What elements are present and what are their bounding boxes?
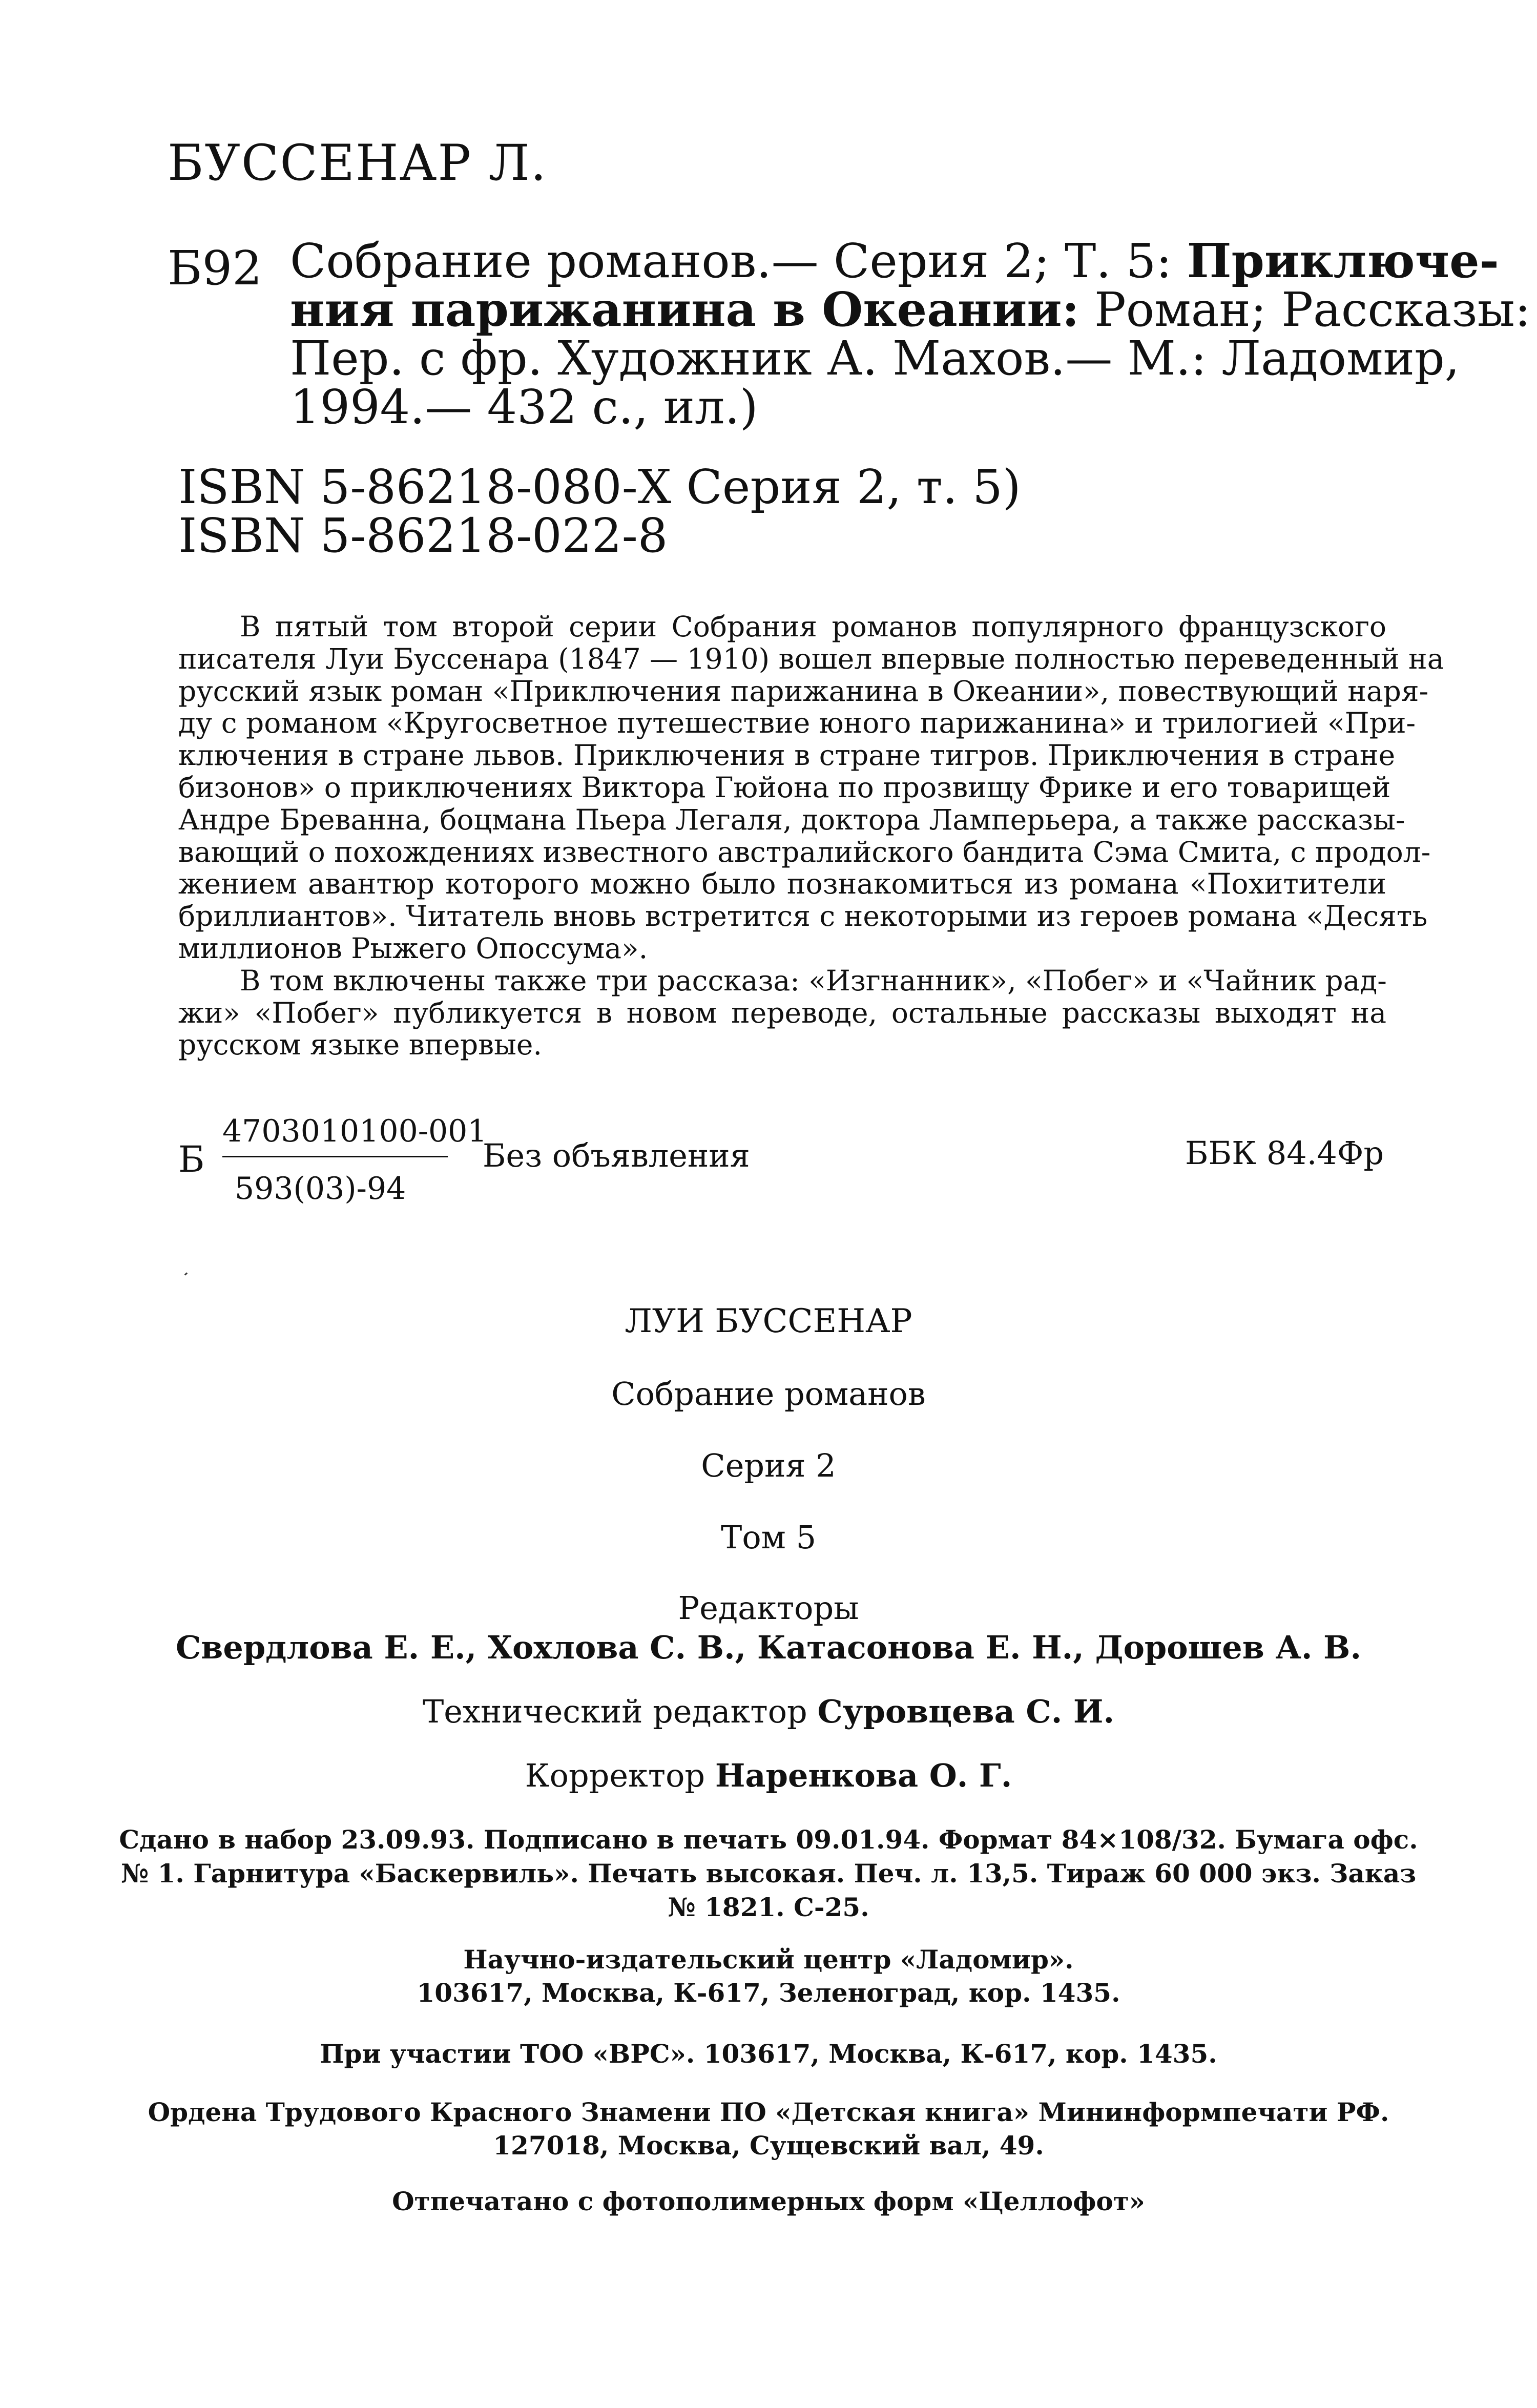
isbn-collection: ISBN 5-86218-022-8: [178, 508, 668, 563]
editors-label: Редакторы: [678, 1589, 859, 1627]
annotation-line: В том включены также три рассказа: «Изгнанник», «Побег» и «Чайник рад-: [240, 964, 1387, 997]
imprint-series: Серия 2: [701, 1447, 836, 1484]
annotation: [178, 610, 1444, 1062]
corrector-label: Корректор: [525, 1757, 705, 1794]
printer-name: Ордена Трудового Красного Знамени ПО «Детская книга» Мининформпечати РФ.: [148, 2097, 1389, 2127]
imprint-volume: Том 5: [720, 1519, 817, 1556]
class-code: Б92: [168, 241, 262, 296]
annotation-line: ключения в стране львов. Приключения в стране тигров. Приключения в стране: [178, 739, 1396, 772]
editors-names: Свердлова Е. Е., Хохлова С. В., Катасонова Е. Н., Дорошев А. В.: [175, 1629, 1362, 1666]
annotation-line: жи» «Побег» публикуется в новом переводе, остальные рассказы выходят на: [178, 996, 1386, 1029]
print-details-line: № 1. Гарнитура «Баскервиль». Печать высокая. Печ. л. 13,5. Тираж 60 000 экз. Заказ: [120, 1858, 1417, 1888]
print-details-line: № 1821. С-25.: [668, 1892, 869, 1922]
annotation-line: писателя Луи Буссенара (1847 — 1910) вошел впервые полностью переведенный на: [178, 642, 1444, 675]
biblio-line: 1994.— 432 с., ил.): [290, 380, 758, 434]
fraction-bar: [222, 1156, 448, 1157]
tech-editor-name: Суровцева С. И.: [817, 1693, 1115, 1730]
isbn-series: ISBN 5-86218-080-Х Серия 2, т. 5): [178, 460, 1021, 514]
annotation-line: В пятый том второй серии Собрания романов популярного французского: [240, 610, 1386, 643]
author-heading: БУССЕНАР Л.: [168, 134, 548, 192]
classification-index: [178, 1113, 487, 1218]
index-denominator: 593(03)-94: [235, 1171, 406, 1207]
print-details-line: Сдано в набор 23.09.93. Подписано в печать 09.01.94. Формат 84×108/32. Бумага офс.: [119, 1824, 1418, 1855]
biblio-line: Пер. с фр. Художник А. Махов.— М.: Ладомир,: [290, 331, 1460, 386]
no-announcement-note: Без объявления: [483, 1137, 750, 1174]
publisher-name: Научно-издательский центр «Ладомир».: [463, 1944, 1074, 1975]
annotation-line: ду с романом «Кругосветное путешествие юного парижанина» и трилогией «При-: [178, 707, 1416, 740]
corrector: [0, 1757, 1537, 1794]
biblio-line: ния парижанина в Океании: Роман; Рассказы:: [290, 282, 1531, 337]
annotation-line: русском языке впервые.: [178, 1028, 542, 1062]
annotation-line: вающий о похождениях известного австралийского бандита Сэма Смита, с продол-: [178, 835, 1431, 868]
bbk-code: ББК 84.4Фр: [1185, 1134, 1384, 1172]
tech-editor-label: Технический редактор: [422, 1693, 807, 1730]
index-letter: Б: [178, 1138, 205, 1180]
annotation-line: миллионов Рыжего Опоссума».: [178, 931, 648, 965]
bibliographic-description: [290, 233, 1531, 434]
corrector-name: Наренкова О. Г.: [715, 1757, 1012, 1794]
participation-note: При участии ТОО «ВРС». 103617, Москва, К-617, кор. 1435.: [320, 2039, 1217, 2069]
annotation-line: бриллиантов». Читатель вновь встретится с некоторыми из героев романа «Десять: [178, 900, 1428, 933]
index-numerator: 4703010100-001: [222, 1113, 487, 1149]
stray-mark: [184, 1272, 188, 1275]
tech-editor: [0, 1693, 1537, 1730]
biblio-line: Собрание романов.— Серия 2; Т. 5: Приключе-: [290, 233, 1499, 288]
publisher-address: 103617, Москва, К-617, Зеленоград, кор. 1435.: [417, 1978, 1120, 2008]
printer-address: 127018, Москва, Сущевский вал, 49.: [493, 2130, 1044, 2161]
annotation-line: Андре Бреванна, боцмана Пьера Легаля, доктора Ламперьера, а также рассказы-: [178, 803, 1405, 836]
plates-note: Отпечатано с фотополимерных форм «Целлофот»: [392, 2186, 1145, 2216]
annotation-line: жением авантюр которого можно было познакомиться из романа «Похитители: [178, 867, 1386, 901]
annotation-line: русский язык роман «Приключения парижанина в Океании», повествующий наря-: [178, 674, 1429, 708]
annotation-line: бизонов» о приключениях Виктора Гюйона по прозвищу Фрике и его товарищей: [178, 771, 1391, 804]
imprint-collection: Собрание романов: [611, 1375, 926, 1413]
imprint-author: ЛУИ БУССЕНАР: [625, 1302, 912, 1340]
